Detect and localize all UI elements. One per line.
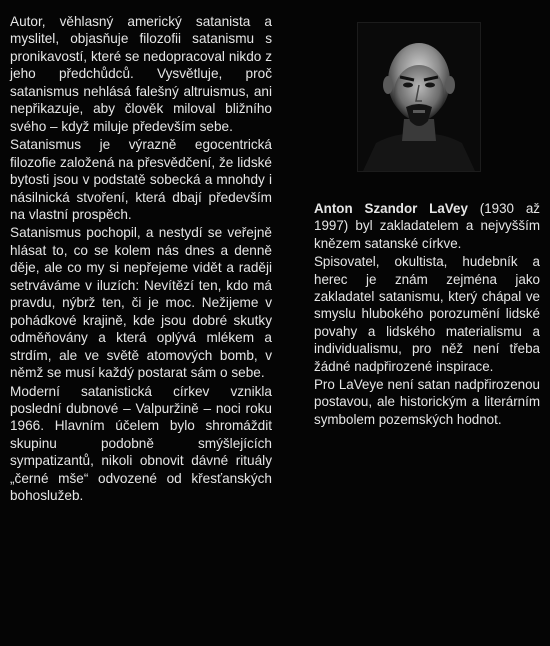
paragraph-illusions: Satanismus pochopil, a nestydí se veřejně hlásat to, co se kolem nás dnes a denně děje, ale co my si nepřejeme vidět a raději setrváváme v iluzích: Nevítězí ten, kdo má pravdu, nýbrž ten, či je moc. Nežijeme v pohádkové krajině, kde jsou dobré skutky odměňovány a která oplývá mlékem a strdím, ale ve světě atomových bomb, v němž se musí každý postarat sám o sebe. xyxy=(10,225,272,381)
author-name: Anton Szandor LaVey xyxy=(314,201,468,216)
paragraph-egocentric: Satanismus je výrazně egocentrická filozofie založená na přesvědčení, že lidské bytosti jsou v podstatě sobecká a mnohdy i násilnická stvoření, která dbají především na vlastní prospěch. xyxy=(10,137,272,222)
author-bio-intro xyxy=(314,200,540,252)
author-bio-dates: (1930 až 1997) byl zakladatelem a nejvyšším knězem satanské církve. xyxy=(314,201,540,251)
left-text-column xyxy=(10,13,272,506)
paragraph-intro: Autor, věhlasný americký satanista a myslitel, objasňuje filozofii satanismu s pronikavostí, které se nedopracoval nikdo z jeho předchůdců. Vysvětluje, proč satanismus nehlásá falešný altruismus, ani nepřikazuje, aby člověk miloval bližního svého – když miluje především sebe. xyxy=(10,14,272,134)
paragraph-author-satan: Pro LaVeye není satan nadpřirozenou postavou, ale historickým a literárním symbolem pozemských hodnot. xyxy=(314,377,540,427)
author-photo xyxy=(357,22,481,172)
paragraph-author-career: Spisovatel, okultista, hudebník a herec je znám zejména jako zakladatel satanismu, který chápal ve smyslu hlubokého porozumění lidské povahy a lidského materialismu a individualismu, pro něž není třeba žádné nadpřirozené inspirace. xyxy=(314,254,540,374)
paragraph-church-history: Moderní satanistická církev vznikla poslední dubnové – Valpuržině – noci roku 1966. Hlavním účelem bylo shromáždit skupinu podobně smýšlejících sympatizantů, nikoli obnovit dávné rituály „černé mše“ odvozené od křesťanských bohoslužeb. xyxy=(10,383,272,504)
right-text-column xyxy=(314,200,540,429)
author-portrait-icon xyxy=(358,23,480,171)
